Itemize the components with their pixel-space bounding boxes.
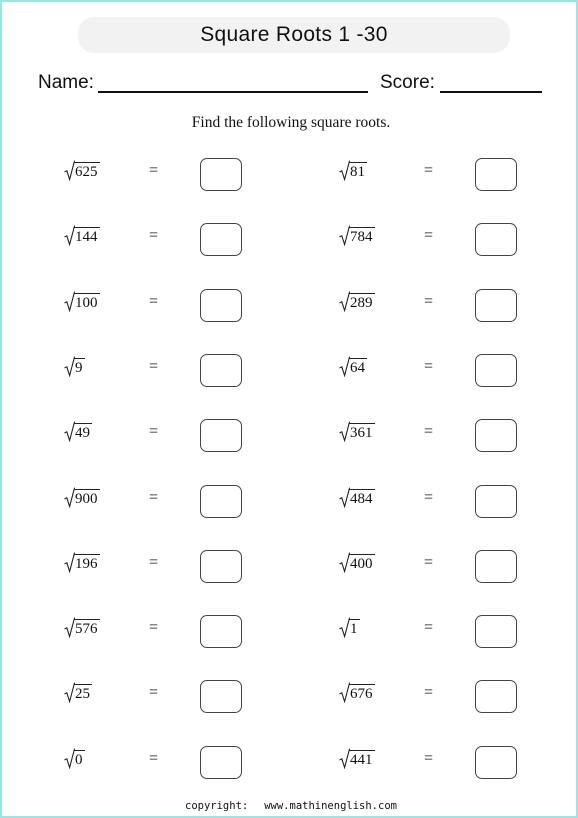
student-info-row <box>38 70 548 98</box>
radicand: 144 <box>75 229 98 246</box>
radicand: 64 <box>350 359 365 376</box>
problem-row <box>2 544 578 584</box>
radicand: 9 <box>75 359 83 376</box>
square-root-expression <box>64 552 100 573</box>
equals-sign: = <box>149 619 159 637</box>
equals-sign: = <box>424 423 434 441</box>
equals-sign: = <box>424 488 434 506</box>
equals-sign: = <box>149 162 159 179</box>
square-root-expression <box>339 682 375 703</box>
square-root-expression <box>339 552 375 573</box>
radicand: 676 <box>350 686 373 703</box>
website-link[interactable]: www.mathinenglish.com <box>264 800 397 812</box>
problem-row <box>2 674 578 714</box>
square-root-expression <box>64 421 92 442</box>
answer-box[interactable] <box>200 485 242 518</box>
radicand: 625 <box>75 164 98 180</box>
problem-left <box>64 152 324 192</box>
problem-left <box>64 283 324 323</box>
square-root-expression <box>339 487 375 508</box>
score-field-line[interactable] <box>440 91 542 93</box>
square-root-expression <box>64 356 85 377</box>
square-root-expression <box>339 291 375 312</box>
problem-right <box>339 217 578 257</box>
problem-left <box>64 674 324 714</box>
equals-sign: = <box>424 553 434 571</box>
instructions: Find the following square roots. <box>191 114 391 131</box>
problem-row <box>2 152 578 192</box>
equals-sign: = <box>424 292 434 310</box>
equals-sign: = <box>149 749 159 767</box>
problem-left <box>64 217 324 257</box>
equals-sign: = <box>149 553 159 571</box>
square-root-expression <box>339 617 360 638</box>
radicand: 484 <box>350 490 373 507</box>
answer-box[interactable] <box>200 615 242 648</box>
answer-box[interactable] <box>200 354 242 387</box>
footer <box>2 800 578 812</box>
equals-sign: = <box>149 227 159 245</box>
square-root-expression <box>64 487 100 508</box>
problem-right <box>339 413 578 453</box>
equals-sign: = <box>149 423 159 441</box>
answer-box[interactable] <box>200 550 242 583</box>
answer-box[interactable] <box>475 354 517 387</box>
square-root-expression <box>64 160 100 181</box>
answer-box[interactable] <box>475 223 517 256</box>
equals-sign: = <box>149 357 159 375</box>
score-label: Score: <box>380 72 435 93</box>
square-root-expression <box>339 160 367 181</box>
radicand: 361 <box>350 425 373 442</box>
problem-right <box>339 348 578 388</box>
answer-box[interactable] <box>200 289 242 322</box>
worksheet-title: Square Roots 1 -30 <box>200 23 388 46</box>
problem-row <box>2 217 578 257</box>
problem-right <box>339 479 578 519</box>
square-root-expression <box>64 682 92 703</box>
name-label: Name: <box>38 72 94 93</box>
problem-left <box>64 740 324 780</box>
radicand: 81 <box>350 164 365 180</box>
equals-sign: = <box>424 749 434 767</box>
problem-row <box>2 283 578 323</box>
square-root-expression <box>64 291 100 312</box>
problem-left <box>64 348 324 388</box>
problem-row <box>2 348 578 388</box>
problem-left <box>64 544 324 584</box>
equals-sign: = <box>424 357 434 375</box>
square-root-expression <box>339 421 375 442</box>
answer-box[interactable] <box>475 615 517 648</box>
problem-row <box>2 740 578 780</box>
answer-box[interactable] <box>200 158 242 191</box>
radicand: 25 <box>75 686 90 703</box>
name-field-line[interactable] <box>98 91 368 93</box>
equals-sign: = <box>424 619 434 637</box>
square-root-expression <box>64 748 85 769</box>
problem-grid <box>2 152 578 792</box>
answer-box[interactable] <box>475 485 517 518</box>
radicand: 49 <box>75 425 90 442</box>
problem-row <box>2 609 578 649</box>
radicand: 400 <box>350 555 373 572</box>
radicand: 441 <box>350 751 373 768</box>
copyright-label: copyright: <box>185 800 249 812</box>
radicand: 100 <box>75 294 98 311</box>
equals-sign: = <box>424 162 434 179</box>
problem-right <box>339 609 578 649</box>
square-root-expression <box>64 617 100 638</box>
answer-box[interactable] <box>475 680 517 713</box>
problem-right <box>339 544 578 584</box>
answer-box[interactable] <box>200 223 242 256</box>
radicand: 1 <box>350 621 358 638</box>
answer-box[interactable] <box>200 746 242 779</box>
equals-sign: = <box>149 684 159 702</box>
title-bar <box>78 17 510 53</box>
answer-box[interactable] <box>475 550 517 583</box>
radicand: 0 <box>75 751 83 768</box>
square-root-expression <box>339 225 375 246</box>
equals-sign: = <box>149 292 159 310</box>
answer-box[interactable] <box>475 289 517 322</box>
answer-box[interactable] <box>475 419 517 452</box>
square-root-expression <box>339 356 367 377</box>
answer-box[interactable] <box>475 158 517 191</box>
answer-box[interactable] <box>200 680 242 713</box>
problem-left <box>64 479 324 519</box>
problem-row <box>2 413 578 453</box>
equals-sign: = <box>424 684 434 702</box>
problem-left <box>64 609 324 649</box>
square-root-expression <box>339 748 375 769</box>
problem-left <box>64 413 324 453</box>
radicand: 576 <box>75 621 98 638</box>
problem-right <box>339 152 578 192</box>
answer-box[interactable] <box>475 746 517 779</box>
answer-box[interactable] <box>200 419 242 452</box>
problem-row <box>2 479 578 519</box>
radicand: 900 <box>75 490 98 507</box>
problem-right <box>339 283 578 323</box>
radicand: 784 <box>350 229 373 246</box>
square-root-expression <box>64 225 100 246</box>
problem-right <box>339 740 578 780</box>
equals-sign: = <box>149 488 159 506</box>
equals-sign: = <box>424 227 434 245</box>
radicand: 289 <box>350 294 373 311</box>
problem-right <box>339 674 578 714</box>
radicand: 196 <box>75 555 98 572</box>
